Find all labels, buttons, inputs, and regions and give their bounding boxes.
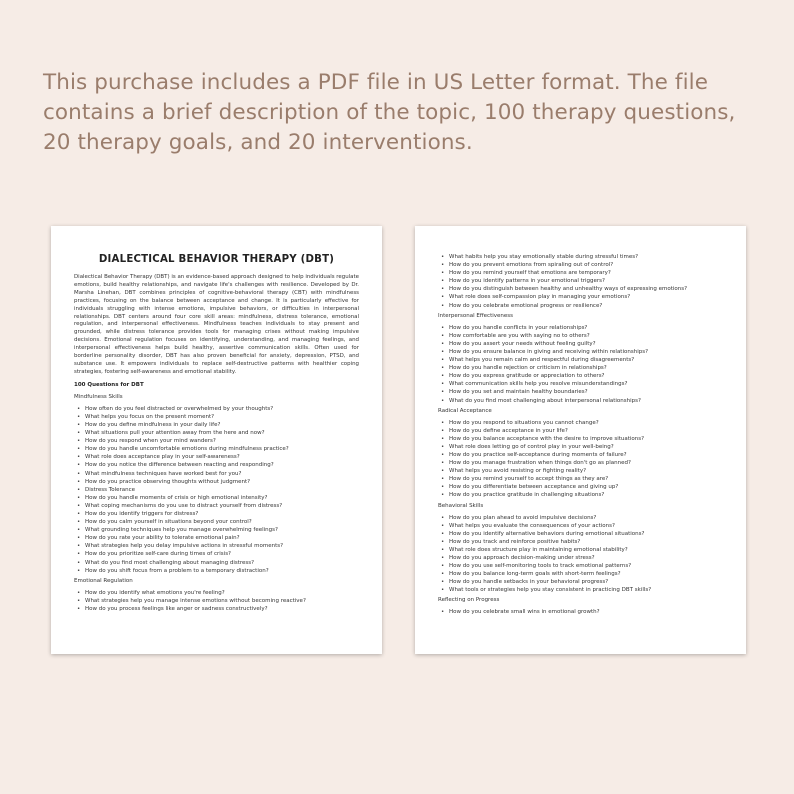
question-item	[77, 478, 359, 486]
question-item	[441, 269, 723, 277]
question-text: What helps you focus on the present moment?	[85, 413, 215, 420]
question-list	[438, 419, 723, 500]
question-item	[441, 302, 723, 310]
question-item	[441, 459, 723, 467]
section-heading: Reflecting on Progress	[438, 597, 500, 604]
bullet-icon: •	[441, 609, 445, 616]
question-item	[77, 526, 359, 534]
question-item	[441, 332, 723, 340]
question-text: How do you manage frustration when things don't go as planned?	[449, 460, 631, 467]
question-item	[441, 285, 723, 293]
bullet-icon: •	[441, 278, 445, 285]
bullet-icon: •	[77, 430, 81, 437]
question-text: How do you approach decision-making under stress?	[449, 555, 595, 561]
question-item	[77, 510, 359, 518]
question-item	[441, 514, 723, 522]
question-item	[77, 502, 359, 510]
question-item	[441, 467, 723, 475]
question-item	[441, 491, 723, 499]
question-list	[438, 608, 723, 616]
bullet-icon: •	[441, 286, 445, 293]
question-item	[77, 542, 359, 550]
bullet-icon: •	[77, 486, 81, 493]
question-item	[441, 554, 723, 562]
bullet-icon: •	[77, 462, 81, 469]
question-text: How do you remind yourself to accept things as they are?	[449, 476, 609, 483]
question-text: How comfortable are you with saying no to others?	[449, 332, 590, 339]
bullet-icon: •	[77, 535, 81, 542]
question-item	[77, 413, 359, 421]
question-text: What helps you avoid resisting or fighting reality?	[449, 468, 587, 475]
bullet-icon: •	[441, 357, 445, 364]
question-item	[77, 518, 359, 526]
question-item	[77, 470, 359, 478]
question-item	[441, 538, 723, 546]
question-text: What helps you remain calm and respectful during disagreements?	[449, 357, 635, 364]
question-list	[74, 405, 359, 575]
question-item	[441, 388, 723, 396]
bullet-icon: •	[441, 492, 445, 499]
question-item	[441, 372, 723, 380]
question-list	[438, 324, 723, 405]
question-text: How do you process feelings like anger or sadness constructively?	[85, 605, 268, 612]
question-text: How do you identify what emotions you're feeling?	[85, 589, 225, 596]
bullet-icon: •	[441, 514, 445, 521]
bullet-icon: •	[77, 470, 81, 477]
bullet-icon: •	[77, 605, 81, 612]
question-item	[441, 253, 723, 261]
bullet-icon: •	[441, 435, 445, 442]
question-text: How do you respond to situations you cannot change?	[449, 419, 599, 426]
question-text: How do you track and reinforce positive habits?	[449, 538, 581, 545]
question-item	[77, 445, 359, 453]
question-text: What situations pull your attention away from the here and now?	[85, 430, 265, 437]
bullet-icon: •	[77, 478, 81, 485]
question-text: How do you calm yourself in situations beyond your control?	[85, 519, 252, 526]
question-item	[441, 419, 723, 427]
section-heading: Radical Acceptance	[438, 407, 492, 414]
bullet-icon: •	[77, 567, 81, 574]
bullet-icon: •	[77, 438, 81, 445]
section-heading: Emotional Regulation	[74, 577, 133, 584]
bullet-icon: •	[441, 522, 445, 529]
bullet-icon: •	[441, 397, 445, 404]
question-item	[77, 597, 359, 605]
question-text: What role does letting go of control play in your well-being?	[449, 443, 614, 450]
bullet-icon: •	[441, 381, 445, 388]
question-item	[441, 586, 723, 594]
pdf-page-preview-1	[51, 226, 382, 654]
question-text: How do you plan ahead to avoid impulsive decisions?	[449, 514, 597, 521]
bullet-icon: •	[441, 332, 445, 339]
bullet-icon: •	[77, 589, 81, 596]
question-text: How do you handle setbacks in your behavioral progress?	[449, 579, 609, 586]
question-item	[77, 437, 359, 445]
bullet-icon: •	[441, 373, 445, 380]
question-item	[441, 451, 723, 459]
bullet-icon: •	[441, 294, 445, 301]
question-text: What grounding techniques help you manage overwhelming feelings?	[85, 527, 278, 534]
question-text: How do you celebrate small wins in emotional growth?	[449, 609, 600, 616]
question-item	[77, 494, 359, 502]
section-heading: Interpersonal Effectiveness	[438, 312, 514, 319]
bullet-icon: •	[441, 468, 445, 475]
question-text: What strategies help you delay impulsive actions in stressful moments?	[85, 543, 284, 550]
question-text: How do you handle rejection or criticism in relationships?	[449, 365, 607, 372]
question-text: How do you balance acceptance with the desire to improve situations?	[449, 435, 645, 442]
bullet-icon: •	[77, 502, 81, 509]
question-text: How do you respond when your mind wanders?	[85, 438, 216, 445]
bullet-icon: •	[441, 587, 445, 594]
question-text: What do you find most challenging about managing distress?	[85, 559, 255, 566]
question-item	[77, 429, 359, 437]
bullet-icon: •	[77, 559, 81, 566]
question-item	[441, 348, 723, 356]
bullet-icon: •	[77, 446, 81, 453]
question-text: How do you assert your needs without feeling guilty?	[449, 340, 596, 347]
bullet-icon: •	[441, 348, 445, 355]
bullet-icon: •	[77, 551, 81, 558]
question-item	[77, 421, 359, 429]
bullet-icon: •	[441, 546, 445, 553]
question-item	[441, 397, 723, 405]
bullet-icon: •	[77, 519, 81, 526]
bullet-icon: •	[441, 365, 445, 372]
question-list	[438, 514, 723, 595]
question-text: How do you handle moments of crisis or high emotional intensity?	[85, 494, 268, 501]
question-item	[77, 461, 359, 469]
bullet-icon: •	[441, 254, 445, 260]
question-item	[77, 589, 359, 597]
question-text: How do you prevent emotions from spiraling out of control?	[449, 262, 614, 269]
question-text: Distress Tolerance	[85, 486, 136, 493]
question-text: How do you practice gratitude in challenging situations?	[449, 492, 605, 499]
question-item	[441, 522, 723, 530]
bullet-icon: •	[441, 340, 445, 347]
bullet-icon: •	[77, 421, 81, 428]
question-text: What strategies help you manage intense emotions without becoming reactive?	[85, 597, 306, 604]
product-description: This purchase includes a PDF file in US Letter format. The file contains a brief description of the topic, 100 therapy questions, 20 therapy goals, and 20 interventions.	[43, 70, 736, 155]
question-text: What role does self-compassion play in managing your emotions?	[449, 294, 631, 301]
question-item	[441, 380, 723, 388]
bullet-icon: •	[441, 563, 445, 570]
bullet-icon: •	[77, 413, 81, 420]
question-list	[74, 589, 359, 613]
question-item	[77, 453, 359, 461]
bullet-icon: •	[77, 454, 81, 461]
bullet-icon: •	[441, 555, 445, 561]
document-title: DIALECTICAL BEHAVIOR THERAPY (DBT)	[98, 254, 335, 265]
bullet-icon: •	[77, 543, 81, 550]
question-text: How do you practice observing thoughts without judgment?	[85, 478, 251, 485]
bullet-icon: •	[441, 530, 445, 537]
question-item	[77, 567, 359, 575]
question-item	[441, 562, 723, 570]
question-item	[441, 443, 723, 451]
question-text: How do you handle uncomfortable emotions during mindfulness practice?	[85, 446, 289, 453]
question-text: How do you use self-monitoring tools to track emotional patterns?	[449, 563, 632, 570]
question-item	[441, 435, 723, 443]
question-text: How do you define acceptance in your life?	[449, 427, 568, 434]
bullet-icon: •	[77, 511, 81, 517]
bullet-icon: •	[441, 476, 445, 483]
question-text: What coping mechanisms do you use to distract yourself from distress?	[85, 502, 283, 509]
question-text: How do you identify alternative behaviors during emotional situations?	[449, 530, 645, 537]
bullet-icon: •	[441, 324, 445, 331]
bullet-icon: •	[77, 494, 81, 501]
question-item	[77, 550, 359, 558]
question-text: What communication skills help you resolve misunderstandings?	[449, 381, 628, 388]
question-item	[441, 475, 723, 483]
intro-paragraph: Dialectical Behavior Therapy (DBT) is an evidence-based approach designed to help individuals regulate emotions, build healthy relationships, and navigate life's challenges with resilience. Developed by Dr. Marsha Linehan, DBT combines principles of cognitive-behavioral therapy (CBT) with mindfulness practices, focusing on the balance between acceptance and change. It is particularly effective for individuals struggling with intense emotions, impulsive behaviors, or difficulties in interpersonal relationships. DBT centers around four core skill areas: mindfulness, distress tolerance, emotional regulation, and interpersonal effectiveness. Mindfulness teaches individuals to stay present and grounded, while distress tolerance provides tools for managing crises without making impulsive decisions. Emotional regulation focuses on identifying, understanding, and managing feelings, and interpersonal effectiveness helps build healthy, assertive communication skills. Often used for borderline personality disorder, DBT has also proven beneficial for anxiety, depression, PTSD, and substance use. It empowers individuals to replace self-destructive patterns with healthier coping strategies, fostering self-awareness and emotional stability.	[74, 274, 359, 375]
question-item	[441, 324, 723, 332]
bullet-icon: •	[441, 451, 445, 458]
question-item	[77, 534, 359, 542]
question-text: What role does structure play in maintaining emotional stability?	[449, 546, 628, 553]
question-text: How do you prioritize self-care during times of crisis?	[85, 551, 231, 558]
bullet-icon: •	[441, 460, 445, 467]
question-text: How often do you feel distracted or overwhelmed by your thoughts?	[85, 405, 274, 412]
bullet-icon: •	[441, 262, 445, 269]
question-text: How do you identify patterns in your emotional triggers?	[449, 278, 605, 285]
question-item	[441, 427, 723, 435]
page-content	[438, 253, 723, 619]
question-item	[441, 578, 723, 586]
question-item	[441, 356, 723, 364]
question-text: How do you rate your ability to tolerate emotional pain?	[85, 535, 240, 542]
bullet-icon: •	[77, 597, 81, 604]
question-text: What habits help you stay emotionally stable during stressful times?	[449, 254, 639, 260]
question-text: How do you differentiate between acceptance and giving up?	[449, 484, 619, 491]
question-item	[441, 340, 723, 348]
question-text: What do you find most challenging about interpersonal relationships?	[449, 397, 641, 404]
question-item	[441, 570, 723, 578]
question-text: What tools or strategies help you stay consistent in practicing DBT skills?	[449, 587, 652, 594]
question-text: How do you ensure balance in giving and receiving within relationships?	[449, 348, 648, 355]
question-text: What helps you evaluate the consequences of your actions?	[449, 522, 615, 529]
page-content	[74, 254, 359, 615]
bullet-icon: •	[441, 389, 445, 396]
bullet-icon: •	[441, 579, 445, 586]
question-item	[77, 486, 359, 494]
question-item	[441, 277, 723, 285]
bullet-icon: •	[441, 443, 445, 450]
question-item	[441, 261, 723, 269]
question-text: How do you define mindfulness in your daily life?	[85, 421, 221, 428]
question-text: How do you practice self-acceptance during moments of failure?	[449, 451, 627, 458]
question-text: How do you distinguish between healthy and unhealthy ways of expressing emotions?	[449, 286, 688, 293]
question-text: How do you celebrate emotional progress or resilience?	[449, 302, 603, 309]
section-heading: Behavioral Skills	[438, 502, 484, 509]
question-text: What mindfulness techniques have worked best for you?	[85, 470, 242, 477]
question-item	[77, 559, 359, 567]
question-sections	[438, 312, 723, 617]
question-text: How do you identify triggers for distress?	[85, 511, 199, 517]
question-text: How do you shift focus from a problem to a temporary distraction?	[85, 567, 269, 574]
questions-heading: 100 Questions for DBT	[74, 381, 144, 388]
question-text: How do you remind yourself that emotions are temporary?	[449, 270, 611, 277]
bullet-icon: •	[441, 427, 445, 434]
question-text: How do you balance long-term goals with short-term feelings?	[449, 571, 621, 578]
question-text: How do you set and maintain healthy boundaries?	[449, 389, 588, 396]
bullet-icon: •	[441, 302, 445, 309]
bullet-icon: •	[441, 571, 445, 578]
question-item	[77, 605, 359, 613]
question-item	[441, 530, 723, 538]
bullet-icon: •	[441, 484, 445, 491]
question-text: How do you handle conflicts in your relationships?	[449, 324, 588, 331]
section-heading: Mindfulness Skills	[74, 393, 123, 400]
bullet-icon: •	[77, 405, 81, 412]
bullet-icon: •	[441, 538, 445, 545]
bullet-icon: •	[77, 527, 81, 534]
bullet-icon: •	[441, 270, 445, 277]
question-item	[441, 608, 723, 616]
question-text: How do you notice the difference between reacting and responding?	[85, 462, 274, 469]
question-item	[77, 405, 359, 413]
question-sections	[74, 393, 359, 613]
question-item	[441, 293, 723, 301]
question-item	[441, 364, 723, 372]
bullet-icon: •	[441, 419, 445, 426]
question-text: What role does acceptance play in your self-awareness?	[85, 454, 240, 461]
question-item	[441, 546, 723, 554]
question-list	[438, 253, 723, 310]
question-item	[441, 483, 723, 491]
pdf-page-preview-2	[415, 226, 746, 654]
question-text: How do you express gratitude or appreciation to others?	[449, 373, 605, 380]
